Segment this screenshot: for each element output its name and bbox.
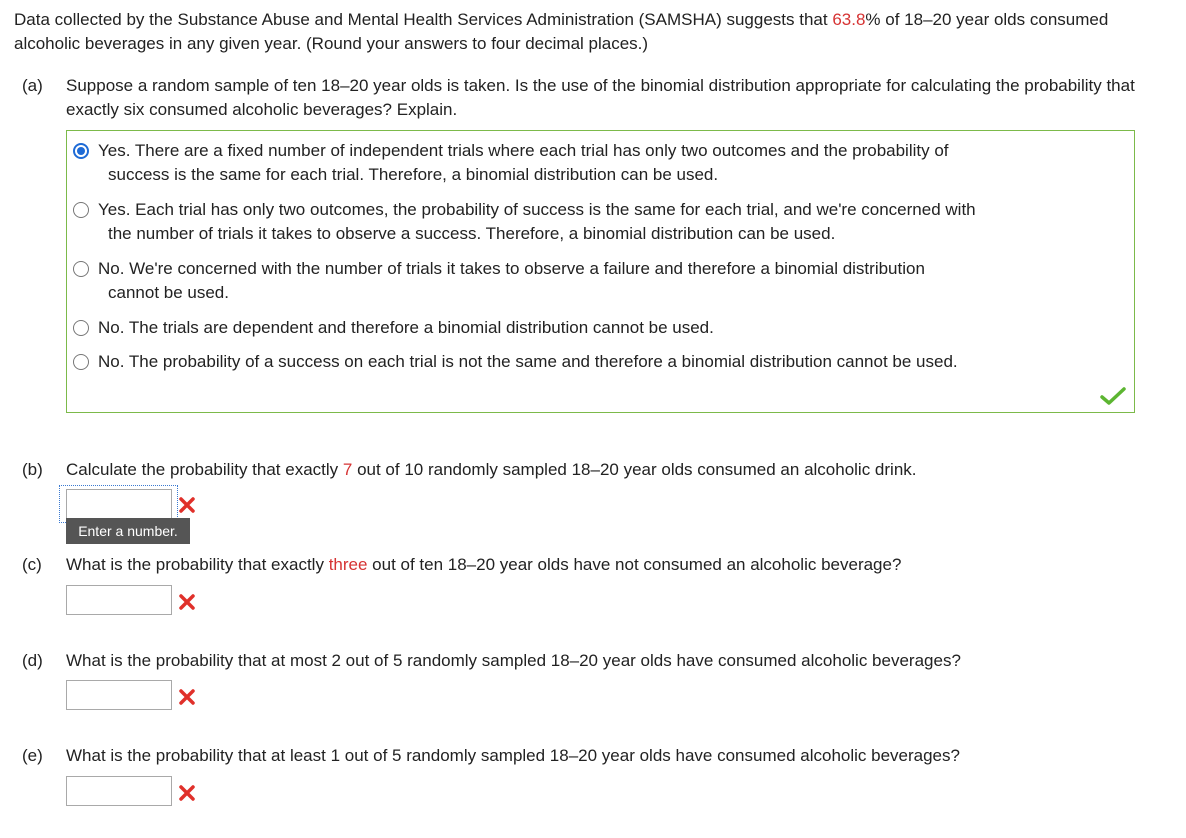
x-icon <box>178 784 196 802</box>
part-a-option-1[interactable] <box>73 139 1123 187</box>
part-e-question-text: What is the probability that at least 1 out of 5 randomly sampled 18–20 year olds have consumed alcoholic beverages? <box>66 746 960 765</box>
part-b-text-after: out of 10 randomly sampled 18–20 year olds consumed an alcoholic drink. <box>352 460 917 479</box>
option-1-line-2: success is the same for each trial. Therefore, a binomial distribution can be used. <box>108 165 719 184</box>
x-icon <box>178 593 196 611</box>
option-5-line-1: No. The probability of a success on each trial is not the same and therefore a binomial distribution cannot be used. <box>98 352 958 371</box>
part-a-letter: (a) <box>22 76 43 95</box>
part-e-letter: (e) <box>22 746 43 765</box>
intro-text-after: % of 18–20 year olds consumed alcoholic beverages in any given year. (Round your answers to four decimal places.) <box>14 10 1109 53</box>
part-d-answer-input[interactable] <box>66 680 172 710</box>
radio-icon[interactable] <box>73 354 89 370</box>
part-c-highlight: three <box>328 555 368 574</box>
part-c-answer-input[interactable] <box>66 585 172 615</box>
option-4-line-1: No. The trials are dependent and therefore a binomial distribution cannot be used. <box>98 318 714 337</box>
part-c-text-after: out of ten 18–20 year olds have not consumed an alcoholic beverage? <box>367 555 902 574</box>
part-c-letter: (c) <box>22 555 42 574</box>
part-a-question <box>22 74 1172 122</box>
part-c-question <box>22 553 1172 577</box>
x-icon <box>178 496 196 514</box>
part-e-answer-input[interactable] <box>66 776 172 806</box>
radio-icon[interactable] <box>73 202 89 218</box>
part-e-question <box>22 744 1172 768</box>
radio-icon[interactable] <box>73 320 89 336</box>
option-3-line-2: cannot be used. <box>108 283 229 302</box>
check-icon <box>1100 386 1126 406</box>
option-3-line-1: No. We're concerned with the number of trials it takes to observe a failure and therefore a binomial distribution <box>98 259 925 278</box>
x-icon <box>178 688 196 706</box>
part-a-option-3[interactable] <box>73 257 1123 305</box>
part-a-option-5[interactable] <box>73 350 1123 374</box>
part-b-tooltip: Enter a number. <box>66 518 190 544</box>
part-a-option-4[interactable] <box>73 316 1123 340</box>
option-2-line-2: the number of trials it takes to observe a success. Therefore, a binomial distribution can be used. <box>108 224 836 243</box>
part-b-letter: (b) <box>22 460 43 479</box>
part-a-option-2[interactable] <box>73 198 1123 246</box>
part-b-highlight: 7 <box>342 460 353 479</box>
part-d-question <box>22 649 1172 673</box>
part-b-answer-input[interactable] <box>66 489 172 519</box>
option-2-line-1: Yes. Each trial has only two outcomes, the probability of success is the same for each trial, and we're concerned with <box>98 200 976 219</box>
problem-intro <box>14 8 1174 56</box>
part-c-text-before: What is the probability that exactly <box>66 555 329 574</box>
option-1-line-1: Yes. There are a fixed number of independent trials where each trial has only two outcomes and the probability of <box>98 141 949 160</box>
part-b-question <box>22 458 1172 482</box>
radio-icon[interactable] <box>73 261 89 277</box>
part-d-letter: (d) <box>22 651 43 670</box>
part-a-question-text: Suppose a random sample of ten 18–20 year olds is taken. Is the use of the binomial distribution appropriate for calculating the probability that exactly six consumed alcoholic beverages? Explain. <box>66 76 1135 119</box>
intro-text-before: Data collected by the Substance Abuse and Mental Health Services Administration (SAMSHA) suggests that <box>14 10 833 29</box>
part-a-answer-box <box>66 130 1135 413</box>
radio-selected-icon[interactable] <box>73 143 89 159</box>
intro-percent: 63.8 <box>832 10 866 29</box>
part-d-question-text: What is the probability that at most 2 out of 5 randomly sampled 18–20 year olds have consumed alcoholic beverages? <box>66 651 961 670</box>
part-b-text-before: Calculate the probability that exactly <box>66 460 343 479</box>
